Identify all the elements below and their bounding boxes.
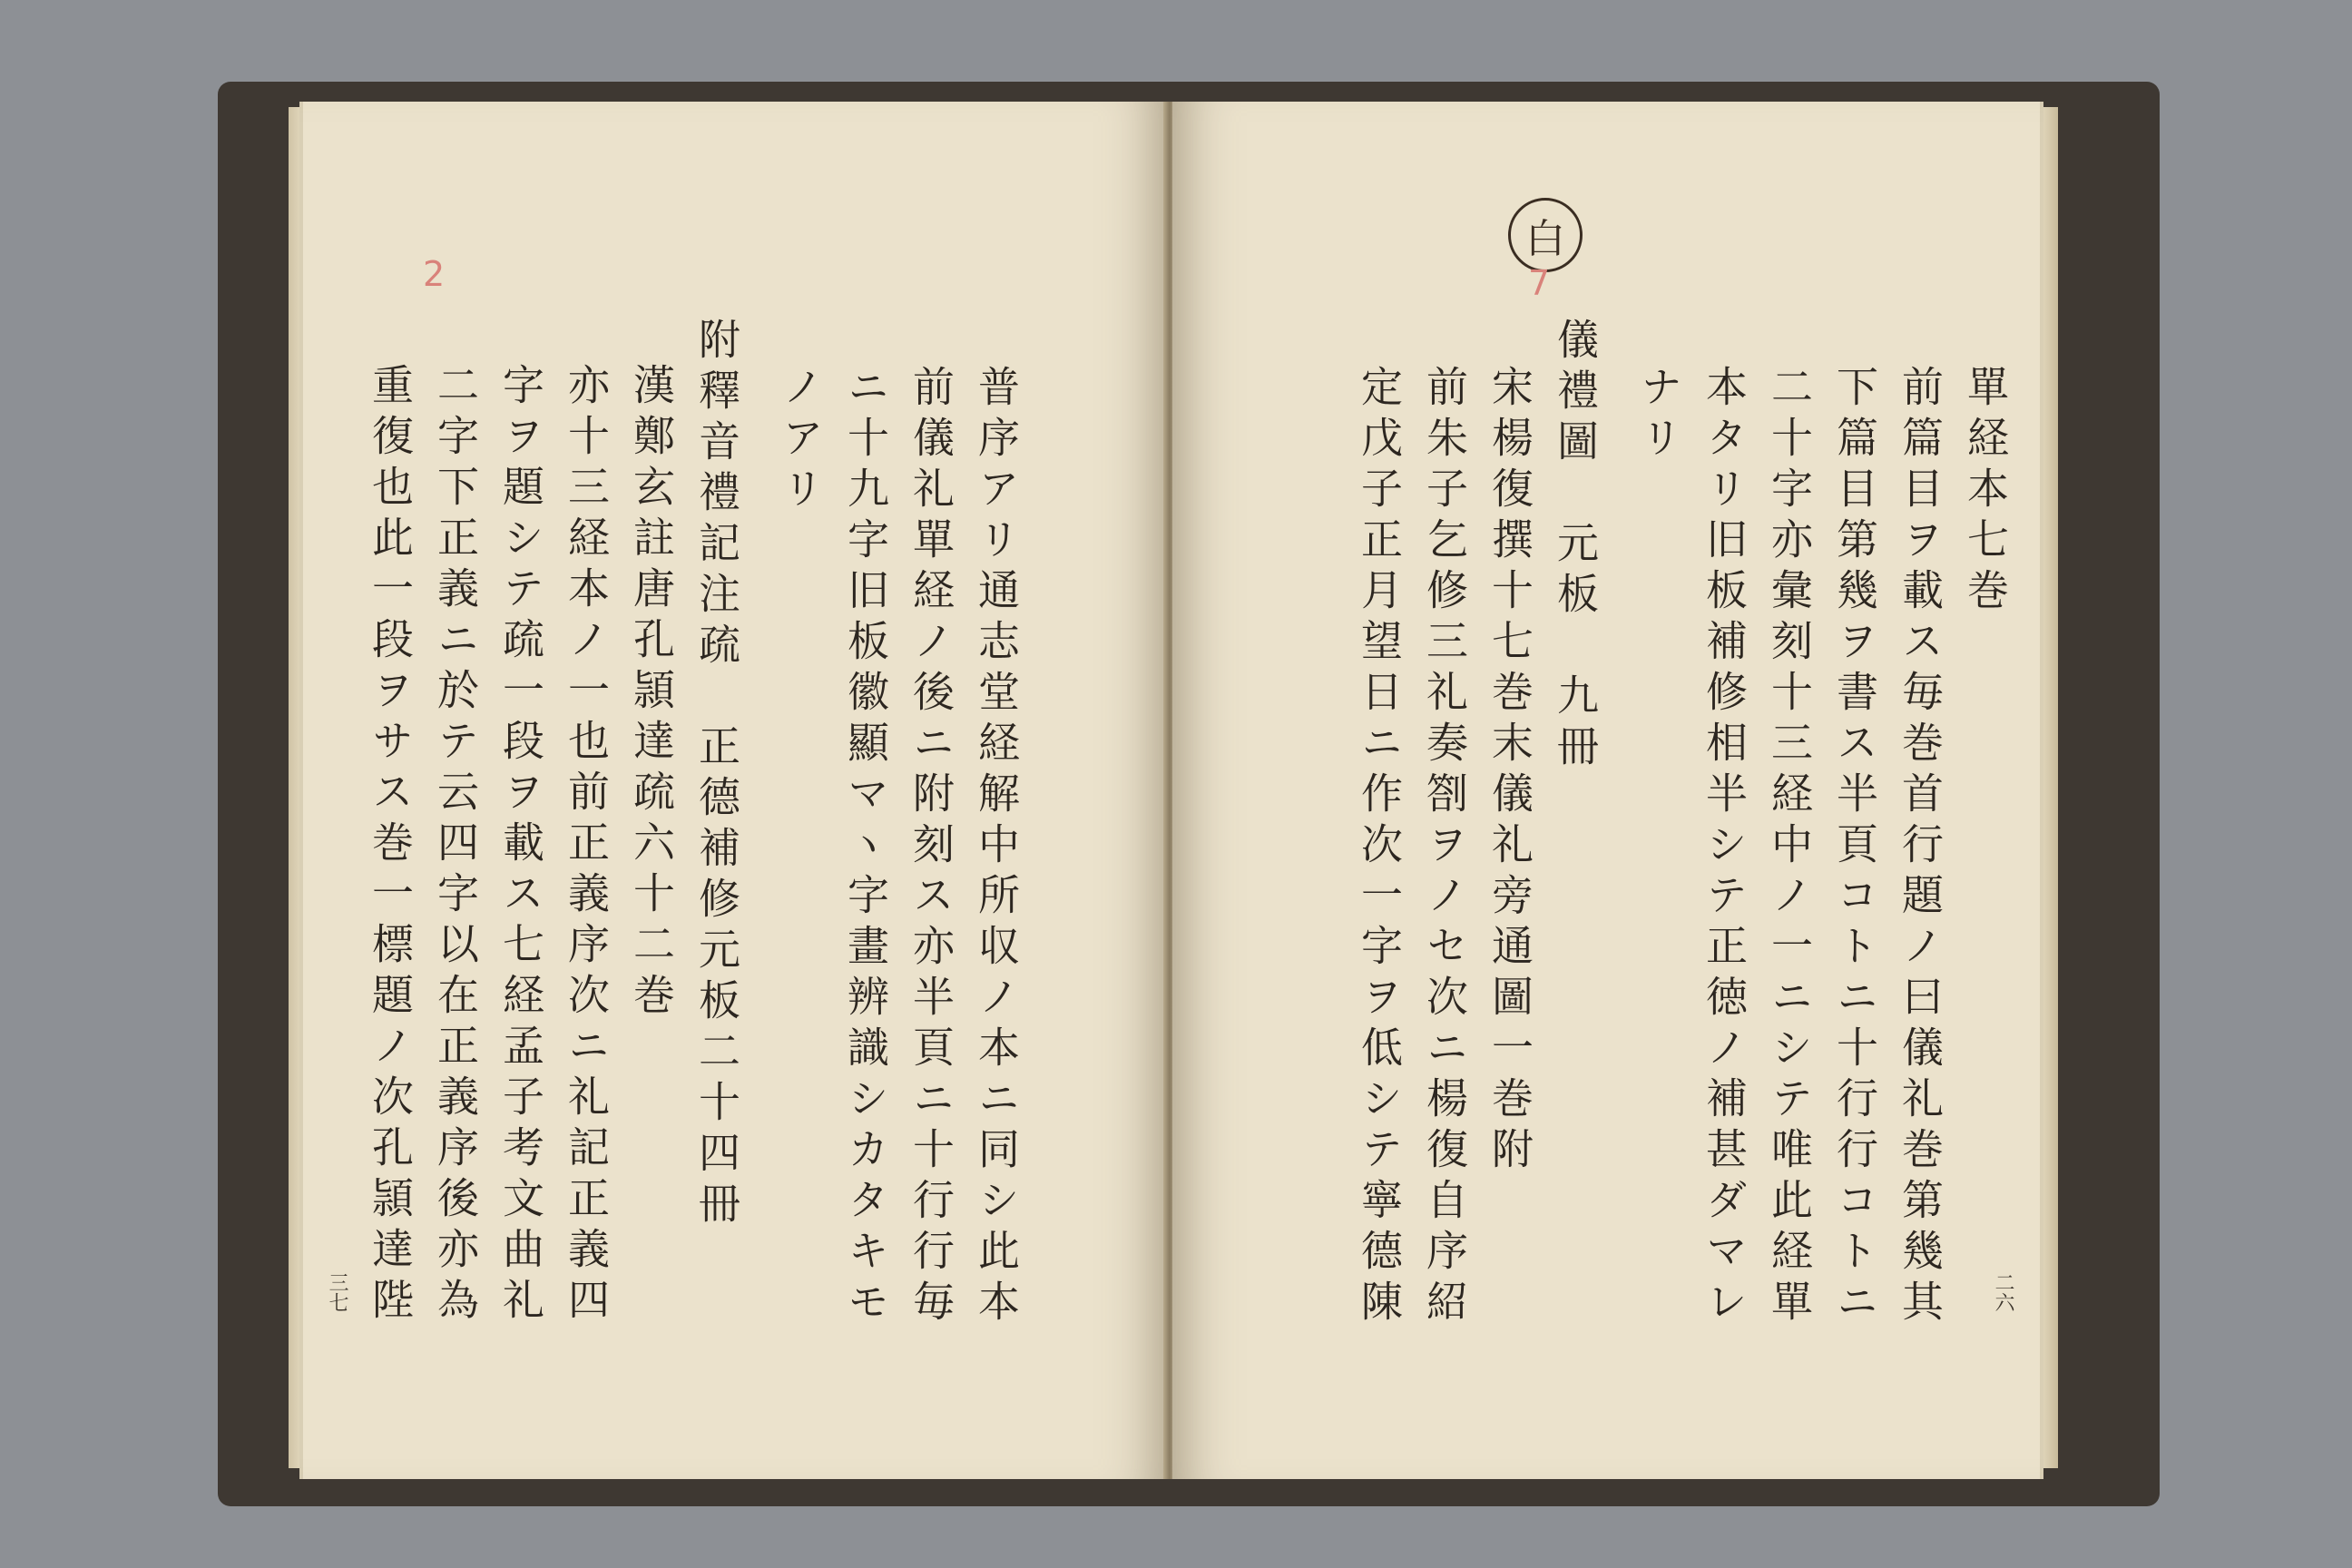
- text-column: 二十字亦彙刻十三経中ノ一ニシテ唯此経單: [1765, 365, 1814, 1330]
- text-column: 字ヲ題シテ疏一段ヲ載ス七経孟子考文曲礼: [496, 363, 545, 1328]
- text-column: 附釋音禮記注疏 正德補修元板二十四冊: [692, 318, 741, 1232]
- text-column: 普序アリ通志堂経解中所収ノ本ニ同シ此本: [972, 365, 1021, 1330]
- text-column: ニ十九字旧板徽顯マヽ字畫辨識シカタキモ: [841, 365, 890, 1330]
- text-column: 下篇目第幾ヲ書ス半頁コトニ十行行コトニ: [1830, 365, 1879, 1330]
- text-column: 儀禮圖 元板 九冊: [1551, 318, 1600, 775]
- text-column: 重復也此一段ヲサス巻一標題ノ次孔頴達陛: [366, 363, 415, 1328]
- pencil-mark-left: 2: [423, 254, 446, 294]
- page-number: 三七: [326, 1272, 348, 1312]
- text-column: 漢鄭玄註唐孔頴達疏六十二巻: [627, 363, 676, 1024]
- left-page: [299, 102, 1167, 1479]
- text-column: 單経本七巻: [1961, 365, 2010, 619]
- text-column: 前儀礼單経ノ後ニ附刻ス亦半頁ニ十行行毎: [906, 365, 956, 1330]
- text-column: ノアリ: [776, 365, 825, 517]
- text-column: 前篇目ヲ載ス毎巻首行題ノ曰儀礼巻第幾其: [1896, 365, 1945, 1330]
- text-column: 亦十三経本ノ一也前正義序次ニ礼記正義四: [562, 363, 611, 1328]
- text-column: ナリ: [1634, 365, 1683, 466]
- right-page: [1172, 102, 2043, 1479]
- text-column: 二字下正義ニ於テ云四字以在正義序後亦為: [431, 363, 480, 1328]
- pencil-mark-right: 7: [1528, 263, 1551, 303]
- page-number: 二六: [1992, 1272, 2014, 1312]
- stamp-character: 白: [1525, 216, 1565, 262]
- text-column: 本タリ旧板補修相半シテ正徳ノ補甚ダマレ: [1700, 365, 1749, 1330]
- text-column: 前朱子乞修三礼奏劄ヲノセ次ニ楊復自序紹: [1420, 365, 1469, 1330]
- text-column: 定戊子正月望日ニ作次一字ヲ低シテ寧德陳: [1355, 365, 1404, 1330]
- text-column: 宋楊復撰十七巻末儀礼旁通圖一巻附: [1485, 365, 1534, 1178]
- circled-character-mark: [1508, 198, 1583, 272]
